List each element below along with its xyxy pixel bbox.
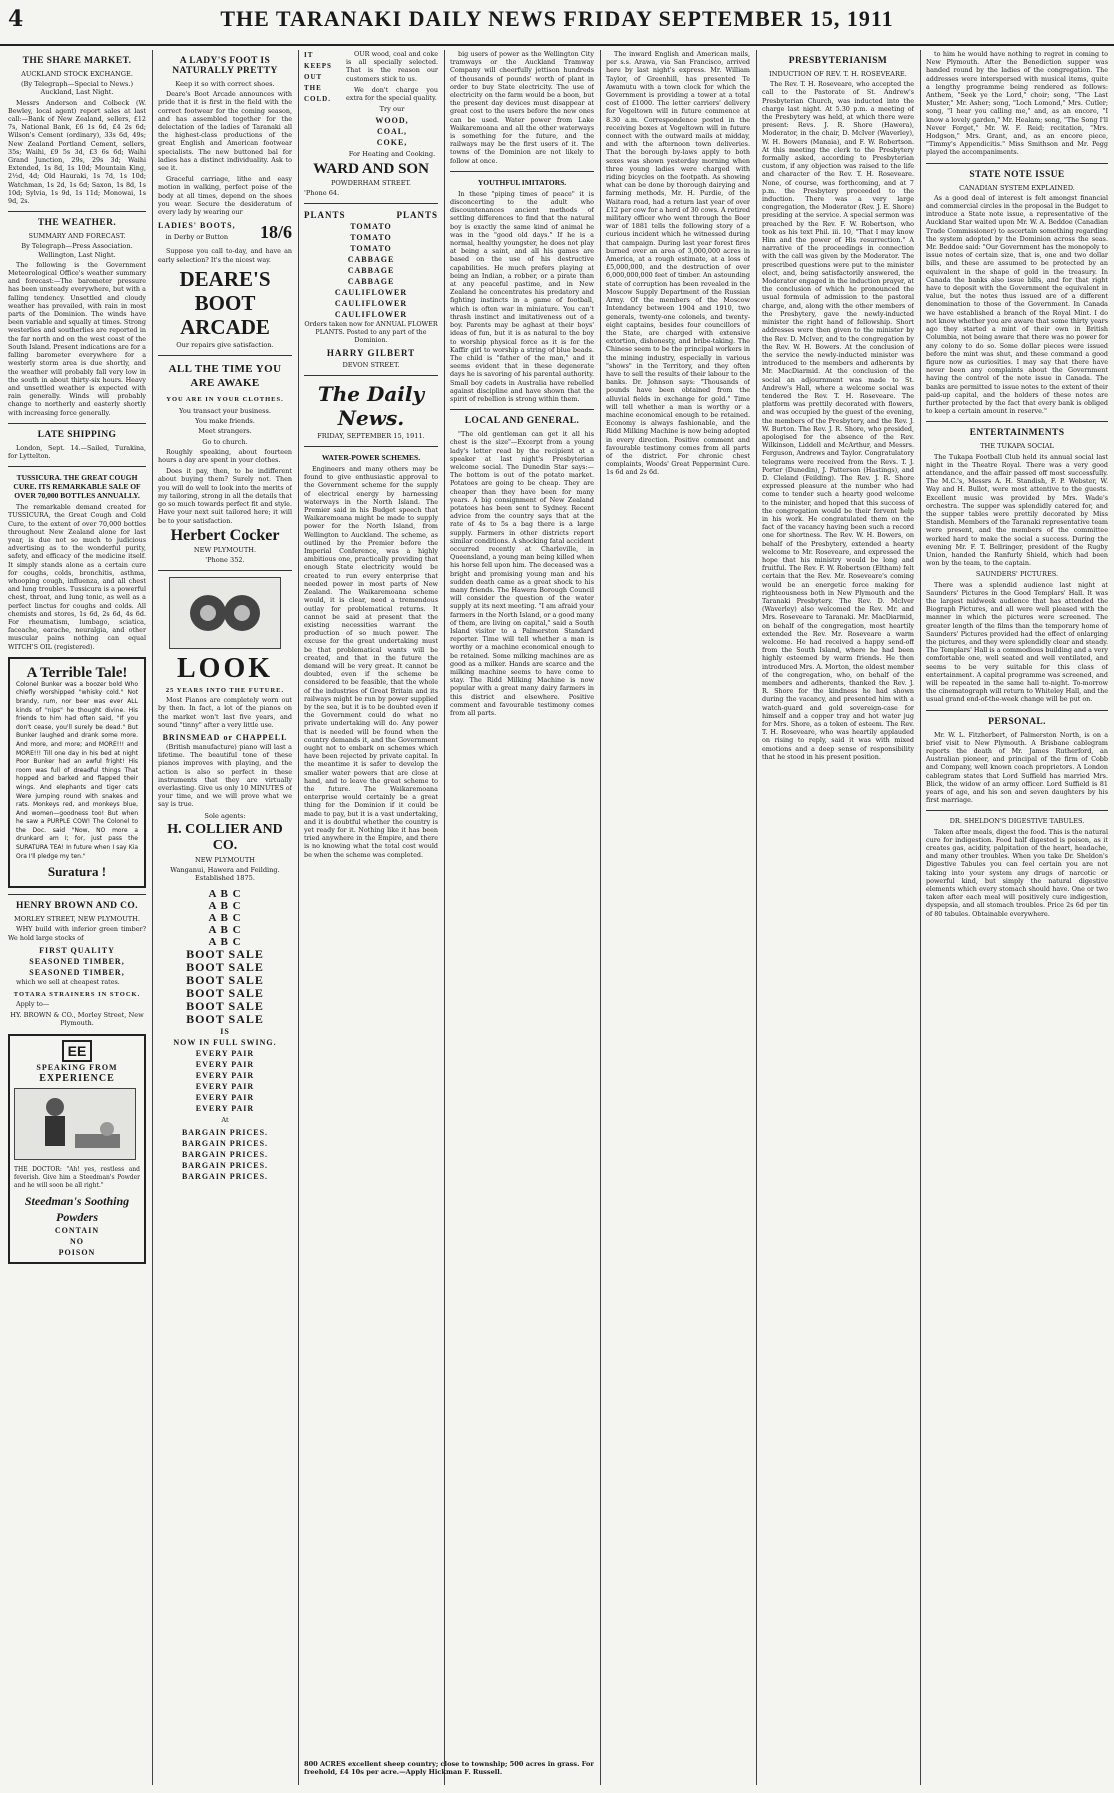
personal-body: Mr. W. L. Fitzherbert, of Palmerston North, is on a brief visit to New Plymouth. A Brisbane cablegram reports the death of Mr. James Rutherford, an Australian pioneer, and principal of the firm of Cobb and Company, well known coach proprietors. A London cablegram states that Lord Suffield has married Mrs. Blick, the widow of an army officer. Lord Suffield is 81 years of age, and his son and seven daughters by his first marriage. (926, 730, 1108, 805)
suratura-signature: Suratura ! (47, 864, 107, 880)
divider (450, 171, 594, 172)
editorial-body: Engineers and many others may be found to give enthusiastic approval to the Government scheme for the supply of electrical energy by harnessing waterways in the North Island. The Premier said in his Budget speech that Waikaremoana might be made to supply power for the North Island, from Wellington to Auckland. The scheme, as outlined by the Premier before the Imperial Conference, was a highly ambitious one, practically providing that enough State electricity would be created to run every enterprise that needed power in most parts of New Zealand. The Waikaremoana scheme would, it is clear, need a tremendous outlay for problematical returns. It cannot be said at present that the existing necessities warrant the production of so much power. The excuse for the great undertaking must be that problematical wants will be created, and that in the future the demand will be very great. It cannot be doubted, even if the scheme be considered to be feasible, that the whole of the industries of Great Britain and its railways might be run by power supplied by the sea, but it is to be doubted even if the Government could do what no private undertaking will do. Any power that is needed will be found when the country demands it, and the Government ought not to embark on schemes which have been rejected by private capital. In the meantime it is safer to develop the smaller water powers that are close at hand, and to leave the great scheme to the future. The Waikaremoana enterprise would certainly be a great thing for the Dominion if it could be made to pay, but it is a vast undertaking, and it is doubtful whether the country is yet ready for it. Nothing like it has been tried anywhere in the Empire, and there is no knowing what the total cost would be when the scheme was completed. (304, 465, 438, 859)
terrible-tale-verse: Colonel Bunker was a boozer bold Who chiefly worshipped "whisky cold." Not brandy, rum, nor beer was ever ALL kinds of "nips" he thought divine. His friends to him had often said, "If you don't cease, you'll surely be dead." But Bunker laughed and drank some more. And more, and more; and MORE!!! and MORE!!! Till one day in his bed at night Poor Bunker had an awful fright! His room was full of dreadful things That hopped and barked and flapped their wings. And elephants and tiger cats Were jumping round with snakes and rats. Monkeys red, and monkeys blue, And women—goodness too! But when he saw a PURPLE COW! The Colonel to the Doc. said "Now, NO more a drunkard am I; for, just pass the SURATURA TEA! In future when I say Kia Ora I'll pledge my ten." (16, 680, 138, 860)
column-7 (926, 50, 1108, 1785)
personal-heading: PERSONAL. (988, 716, 1046, 727)
tukapa-subheading: THE TUKAPA SOCIAL (980, 442, 1054, 451)
herbert-cocker-phone: 'Phone 352. (205, 555, 245, 564)
sale-letters-2: A B C (208, 900, 242, 913)
apply-to: Apply to— (16, 1000, 50, 1009)
sale-letters-5: A B C (208, 936, 242, 949)
youthful-imitators-body: In these "piping times of peace" it is disconcerting to the adult who discountenances ancient methods of settling differences to find that the natural boy is exactly the same kind of animal he was in the "good old days." If he is a normal, healthy youngster, he does not play at being a saint, and all his games are based on the use of his destructive capabilities. He much prefers playing at being an Indian, a robber, or a pirate than at any peaceful pastime, and in New Zealand he concentrates his predatory and fighting instincts in a game of football, which is often war in miniature. You can't thrash instinct and imitativeness out of a boy. Parents may be aghast at their boys' ideas of fun, but it is as natural to the boy to worship physical force as it is for the Kaffir girl to worship a string of blue beads. The child is "father of the man," and it seems evident that in these degenerate days he is savoring of his parental authority. Small boy cadets in Australia have rebelled against discipline and have shown that the spirit of rebellion is strong within them. (450, 189, 594, 403)
ladies-boots-price: 18/6 (259, 221, 292, 242)
ladies-boots-sub: in Derby or Button (165, 233, 229, 242)
share-subheading: AUCKLAND STOCK EXCHANGE. (21, 70, 133, 78)
coal-ad (304, 50, 438, 161)
bargain-4: BARGAIN PRICES. (181, 1160, 269, 1170)
every-pair-2: EVERY PAIR (195, 1060, 255, 1070)
boot-sale-4: BOOT SALE (186, 986, 264, 1001)
boot-sale-1: BOOT SALE (186, 947, 264, 962)
boot-sale-ad (158, 888, 292, 1181)
ward-and-son: WARD AND SON (313, 160, 429, 177)
divider (926, 421, 1108, 422)
editorial-date: FRIDAY, SEPTEMBER 15, 1911. (317, 431, 425, 440)
coal-try: Try our (379, 105, 405, 114)
deare-name: DEARE'S (179, 266, 271, 291)
divider (158, 570, 292, 571)
steedman-experience: EXPERIENCE (39, 1072, 115, 1084)
boot-arcade-name: BOOT ARCADE (180, 290, 270, 339)
deare-body-1: Deare's Boot Arcade announces with pride that it is first in the field with the correct footwear for the coming season, and has assembled together for the delectation of the ladies of Taranaki all the highest-class productions of the great English and American footwear specialists. The new buttoned bal for ladies has a distinct individuality. Ask to see it. (158, 90, 292, 173)
saunders-subheading: SAUNDERS' PICTURES. (975, 570, 1059, 579)
weather-telegraph: By Telegraph—Press Association. Wellington, Last Night. (21, 242, 133, 259)
acres-ad: 800 ACRES excellent sheep country; close to township; 500 acres in grass. For freehold, £4 10s per acre.—Apply Hickman F. Russell. (304, 1760, 594, 1776)
boot-sale-3: BOOT SALE (186, 973, 264, 988)
every-pair-6: EVERY PAIR (195, 1104, 255, 1114)
bargain-3: BARGAIN PRICES. (181, 1149, 269, 1159)
every-pair-3: EVERY PAIR (195, 1071, 255, 1081)
page-title: THE TARANAKI DAILY NEWS FRIDAY SEPTEMBER 15, 1911 (220, 6, 894, 31)
state-note-body: As a good deal of interest is felt amongst financial and commercial circles in the proposal in the Budget to introduce a State note issue, a representative of the Auckland Star waited upon Mr. W. A. Beddoe (Canadian Trade Commissioner) to ascertain something regarding the system adopted by the Dominion across the seas. Mr. Beddoe said: "Our Government has the monopoly to issue notes of certain size, that is, one and two dollar bills, and these are assumed to be protected by an equivalent in the shape of gold in the treasury. In Canada the banks also issue bills, and for that right have to deposit with the Government the equivalent in value, but the notes thus issued are of a different denomination to those of the Government. In Canada we have established a branch of the Royal Mint. I do not know whether you are aware that some thirty years ago they started a mint of their own in British Columbia, not being aware that there was no power for any colony to do so. Some dollar pieces were issued before the mint was shut, and these command a good figure now as curiosities. I may say that there have never been any complaints about the Government having the control of the note issue in Canada. The banks are permitted to issue notes to the extent of their paid-up capital, and the holders of these notes are further protected by the fact that every bank is obliged to keep a certain amount in reserve." (926, 193, 1108, 416)
divider (450, 409, 594, 410)
boot-sale-6: BOOT SALE (186, 1012, 264, 1027)
share-report: Messrs Anderson and Colbeck (W. Bewley, local agent) report sales at last call:—Bank of New Zealand, sellers, £12 7s, National Bank, £6 1s 6d, £4 2s 6d; Wilson's Cement (ordinary), 33s 6d, 49s; New Zealand Portland Cement, sellers, 35s; Waihi, £9 5s 3d, £3 6s 6d; Waihi Grand Junction, 29s, 29s 3d; Waihi Extended, 1s 8d, 1s 10d; Mountain King, 2½d, 4d; Old Hauraki, 1s 7d, 1s 10d; Watchman, 1s 2d, 1s 6d; Saxon, 1s 8d, 1s 10d; Sylvia, 1s 9d, 1s 11d; Monowai, 1s 9d, 2s. (8, 98, 146, 206)
plant-item: TOMATO (350, 233, 392, 243)
ee-logo-icon: EE (62, 1040, 93, 1062)
plant-item: CABBAGE (347, 266, 395, 276)
keeps-out-cold: IT KEEPS OUT THE COLD. (304, 51, 332, 103)
saunders-body: There was a splendid audience last night at Saunders' Pictures in the Good Templars' Hall. It was the largest midweek audience that has attended the Biograph Pictures, and all were well pleased with the manner in which the pictures were screened. The greater length of the films than the temporary home of Saunders' Pictures provided had the effect of enlarging the pictures, and they were splendidly clear and steady. The Templars' Hall is a commodious building and a very comfortable one, well seated and well ventilated, and seems to be very suitable for this class of entertainment. A capital programme was screened, and will be repeated in the same hall to-night. To-morrow the cinematograph will return to Whiteley Hall, and the usual grand end-of-the-week change will be put on. (926, 580, 1108, 704)
clothes-body-2: Does it pay, then, to be indifferent about buying them? Surely not. Then you will do well to look into the merits of my tailoring, strong in all the details that go so much towards perfect fit and style. Have your next suit tailored here; it will be to your satisfaction. (158, 467, 292, 525)
shipping-heading: LATE SHIPPING (37, 429, 117, 440)
sale-now-in: NOW IN FULL SWING. (173, 1038, 277, 1048)
ward-address: POWDERHAM STREET. (330, 178, 412, 187)
column-5 (606, 50, 750, 1785)
weather-forecast: The following is the Government Meteorological Office's weather summary and forecast:—The barometer pressure has been unsteady everywhere, but with a falling tendency. Unsettled and cloudy weather has prevailed, with rain in most parts of the Dominion. The winds have been variable and squally at times. Strong westerlies and southerlies are reported in the far north and on the west coast of the South Island. Present indications are for a falling barometer everywhere for a westerly storm area is due shortly, and the weather will probably fall very low in the south in about thirty-six hours. Heavy and unsettled weather is expected with rain generally. Winds will probably change to northerly and easterly shortly with increasing force generally. (8, 260, 146, 417)
shipping-report: London, Sept. 14.—Sailed, Turakina, for Lyttelton. (8, 443, 146, 460)
terrible-tale-ad (8, 657, 146, 888)
tukapa-body: The Tukapa Football Club held its annual social last night in the Theatre Royal. There was a very good attendance, and the affair passed off most successfully. The M.C.'s, Messrs A. H. Standish, F. P. Webster, W. Way and H. Bullot, were most attentive to the guests. Excellent music was provided by Mrs. Wade's orchestra. The supper was splendidly catered for, and the supper tables were prettily decorated by Miss Standish. Members of the Taranaki representative team were present, and the members of the committee worked hard to make the social a success. During the evening Mr. F. T. Bellringer, president of the Rugby Union, handed the Ranfurly Shield, which had been won by the team, to the captain. (926, 452, 1108, 568)
divider (304, 446, 438, 447)
steedman-speaking: SPEAKING FROM (36, 1062, 118, 1072)
page-number: 4 (8, 6, 24, 32)
sale-letters-4: A B C (208, 924, 242, 937)
youthful-imitators-heading: YOUTHFUL IMITATORS. (477, 177, 567, 187)
presbyterianism-body: The Rev. T. H. Roseveare, who accepted the call to the Pastorate of St. Andrew's Presbyterian Church, was inducted into the charge last night. At 5.30 p.m. a meeting of the Presbytery was held, at which there were present: Revs. J. R. Shore (Hawera), Moderator, in the chair, D. McIver (Waverley), W. H. Bowers (Manaia), and F. W. Robertson. At this meeting the clerk to the Presbytery formally asked, according to Presbyterian custom, if any objection was raised to the life and character of the Rev. T. H. Roseveare. None, of course, was forthcoming, and at 7 p.m. the Presbytery proceeded to the induction. There was a very large congregation, the Moderator (Rev. J. E. Shore) presiding at the service. A special sermon was preached by the Rev. F. W. Robertson, who took as his text Phil. iii. 10, "That I may know Him and the power of His resurrection." A narrative of the proceedings in connection with the call was given by the Moderator. The prescribed questions were put to the minister elect, and, being satisfactorily answered, the Moderator engaged in the induction prayer, at the conclusion of which he pronounced the usual formula of admission to the pastoral charge, and, along with the other members of the Presbytery, gave the newly-inducted minister the right hand of fellowship. Short addresses were then given to the minister by the Rev. D. McIver, and to the congregation by the Rev. W. H. Bowers. At the conclusion of the service the newly-inducted minister was introduced to the members and adherents by Mr. MacDiarmid. At the conclusion of the social an adjournment was made to St. Andrew's Hall, where a welcome social was tendered the Rev. T. H. Roseveare. The platform was prettily decorated with flowers, and was occupied by the guest of the evening, the members of the Presbytery, and the Rev. J. W. Burton. The Rev. J. R. Shore, who presided, apologised for the absence of the Rev. Wilkinson, Liddell and McArthur, and Messrs. Ferguson, Andrews and Taylor. Congratulatory telegrams were received from the Revs. T. J. Porter (Dunedin), J. Patterson (Hastings), and D. Cleland (Feilding). The Rev. J. R. Shore expressed pleasure at the number who had come to tender such a hearty good welcome to the minister, and hoped that this success of the congregation would be their fervent help in his work. He congratulated them on the fact of the vacancy having been such a record one for shortness. The Rev. W. H. Bowers, on behalf of the Presbytery, extended a hearty welcome to Mr. Roseveare, and expressed the hope that his ministry would be long and fruitful. The Rev. F. W. Robertson (Eltham) felt certain that the Rev. Mr. Roseveare's coming would be an energetic force making for righteousness both in New Plymouth and the Taranaki Presbytery. The Rev. D. McIver (Waverley) also welcomed the Rev. Mr. and Mrs. Roseveare to Taranaki. Mr. MacDiarmid, on behalf of the congregation, most heartily extended the Rev. Mr. Roseveare a warm welcome. He had received a happy send-off from the South Island, where he had been highly esteemed by warm friends. He then introduced Mrs. A. Morton, the oldest member of the congregation, who, on behalf of the members and adherents, thanked the Rev. J. R. Shore for the kindness he had shown during the vacancy, and presented him with a watch-guard and gold sovereign-case for himself and a copper tray and hot water jug for Mrs. Shore, as a token of esteem. The Rev. T. H. Roseveare, who was heartily applauded on rising to reply, said it was with mixed emotions and a deep sense of responsibility that he stood in his present position. (762, 80, 914, 761)
clothes-line-3: Meet strangers. (198, 427, 252, 436)
presbyterianism-heading: PRESBYTERIANISM (788, 56, 888, 66)
local-general-body: "The old gentleman can get it all his chest is the size"—Excerpt from a young lady's letter read by the recipient at a speaker at last night's Presbyterian welcome social. The Dunedin Star says:—The bottom is out of the potato market. Potatoes are going to be cheap. They are cheaper than they have been for many years. A big consignment of New Zealand potatoes has been sent to Sydney. Recent advice from the country says that at the rate of 4s to 5s a bag there is a large supply. Farmers in other districts report similar conditions. A shocking fatal accident occurred recently at Charleville, in Queensland, a young man being killed when his horse fell upon him. The deceased was a bright and promising young man and his sudden death came as a great shock to his many friends. The Hawera Borough Council will consider the question of the water supply at its next meeting. "I am afraid your farmers in the North Island, or a good many of them, are living on capital," said a South Island visitor to a Palmerston Standard reporter. Time will tell whether a man is worthy or a machine economical enough to be retained. Some milking machines are as good as a milker. Hands are scarce and the milking machine seems to have come to stay. The Ridd Milking Machine is now popular with a great many dairy farmers in this district and elsewhere. Positive comment and favourable testimony comes from all parts. (450, 430, 594, 718)
clothes-line-2: You make friends. (195, 417, 255, 426)
timber-note: which we sell at cheapest rates. (16, 977, 120, 986)
weather-subheading: SUMMARY AND FORECAST. (28, 232, 126, 241)
steedman-no: NO (70, 1237, 84, 1247)
divider (926, 163, 1108, 164)
editorial-continued: big users of power as the Wellington City tramways or the Auckland Tramway Company will cheerfully jettison hundreds of thousands of pounds' worth of plant in order to buy State electricity. The use of electricity on the farm would be a boon, but the present day devices must disappear at great cost to the users before the new ones can be used. Water power from Lake Waikaremoana and all the other waterways is something for the future, and the railways may be the first users of it. The towns of the Dominion are not likely to follow at once. (450, 50, 594, 165)
clothes-line-1: You transact your business. (179, 407, 271, 416)
sale-letters-1: A B C (208, 888, 242, 901)
terrible-tale-title: A Terrible Tale! (26, 664, 128, 681)
ward-phone: 'Phone 64. (304, 188, 340, 197)
gilbert-address: DEVON STREET. (342, 360, 400, 369)
share-telegraph: (By Telegraph—Special to News.) Auckland, Last Night. (20, 80, 134, 97)
sheldon-heading: DR. SHELDON'S DIGESTIVE TABULES. (949, 817, 1085, 826)
plant-item: CAULIFLOWER (334, 299, 408, 309)
weather-heading: THE WEATHER. (37, 218, 117, 229)
divider (8, 466, 146, 467)
plants-header (304, 210, 438, 221)
state-note-heading: STATE NOTE ISSUE (969, 169, 1065, 180)
plant-item: CAULIFLOWER (334, 288, 408, 298)
column-rule (152, 50, 153, 1785)
column-rule (756, 50, 757, 1785)
divider (304, 375, 438, 376)
collier-branches: Wanganui, Hawera and Feilding. Established 1875. (170, 865, 280, 883)
look-heading: LOOK (176, 653, 273, 685)
social-continued: to him he would have nothing to regret in coming to New Plymouth. After the Benediction supper was handed round by the ladies of the congregation. The addresses were interspersed with musical items, quite a lengthy programme being rendered as follows: Anthem, "Seek ye the Lord," choir; song, "The Last Muster," Mr. Asher; song, "Loch Lomond," Mrs. Cutler; song, "I hear you calling me," and, as an encore, "I know a lovely garden," Mr. Healam; song, "The Song I'll Never Forget," Mr. W. F. Reid; recitation, "Mrs. Hodgson," Mrs. Grant, and, as an encore piece, "Timmy's Appendicitis." Miss Smithson and Mr. Pegg played the accompaniments. (926, 50, 1108, 157)
doctor-illustration-icon (14, 1088, 136, 1160)
column-rule (600, 50, 601, 1785)
plant-item: CABBAGE (347, 255, 395, 265)
boot-sale-5: BOOT SALE (186, 999, 264, 1014)
clothes-subheading: YOU ARE IN YOUR CLOTHES. (166, 396, 284, 404)
deare-repairs: Our repairs give satisfaction. (176, 340, 274, 349)
steedman-contain: CONTAIN (54, 1226, 100, 1236)
binoculars-illustration-icon (169, 577, 281, 649)
divider (158, 355, 292, 356)
entertainments-heading: ENTERTAINMENTS (969, 428, 1065, 439)
plant-item: CAULIFLOWER (334, 310, 408, 320)
henry-brown-body: WHY build with inferior green timber? We hold large stocks of (8, 925, 146, 942)
column-3 (304, 50, 438, 1785)
herbert-cocker-name: Herbert Cocker (170, 526, 280, 544)
deare-suppose: Suppose you call to-day, and have an early selection? It's the nicest way. (158, 247, 292, 264)
henry-brown-heading: HENRY BROWN AND CO. (16, 901, 138, 912)
steedman-poison: POISON (58, 1248, 96, 1258)
harry-gilbert: HARRY GILBERT (326, 347, 416, 358)
bargain-5: BARGAIN PRICES. (181, 1171, 269, 1181)
plants-left: PLANTS (304, 210, 346, 221)
coal-coal: COAL, (376, 127, 408, 137)
plant-item: TOMATO (350, 222, 392, 232)
sheldon-body: Taken after meals, digest the food. This is the natural cure for indigestion. Food half digested is poison, as it creates gas, acidity, palpitation of the heart, headache, and many other troubles. When you take Dr. Sheldon's Digestive Tabules you can feel certain you are not taking into your system any drugs of narcotic or powerful kind, but simply the natural digestive elements which every stomach should have. One or two taken after each meal will positively cure indigestion, dyspepsia, and all stomach troubles. Price 2s 6d per tin of 80 tabules. Obtainable everywhere. (926, 827, 1108, 918)
divider (8, 423, 146, 424)
divider (926, 810, 1108, 811)
henry-brown-signature: HY. BROWN & CO., Morley Street, New Plymouth. (10, 1011, 144, 1028)
piano-body: (British manufacture) piano will last a lifetime. The beautiful tone of these pianos improves with playing, and the action is also so perfect in these instruments that they are virtually everlasting. Give us only 10 MINUTES of your time, and we will prove what we say is true. (158, 742, 292, 809)
sale-letters-3: A B C (208, 912, 242, 925)
coal-body-1: OUR wood, coal and coke is all specially selected. That is the reason our customers stick to us. (346, 50, 438, 83)
look-body: Most Pianos are completely worn out by then. In fact, a lot of the pianos on the market won't last five years, and sound "tinny" after a very little use. (158, 696, 292, 729)
tussicura-ad: The remarkable demand created for TUSSICURA, the Great Cough and Cold Cure, to the extent of over 70,000 bottles throughout New Zealand alone for last year, is due not so much to judicious advertising as to the wonderful purity, safety, and efficacy of the medicine itself. It simply stands alone as a certain cure for coughs, colds, bronchitis, asthma, whooping cough, influenza, and all chest and lung troubles. Tussicura is a powerful chest, throat, and lung tonic, as well as a perfect linctus for coughs and colds. All chemists and stores, 1s 6d, 2s 6d, 4s 6d. For rheumatism, lumbago, sciatica, faceache, earache, neuralgia, and other muscular pains nothing can equal WITCH'S OIL (registered). (8, 503, 146, 651)
sale-at: At (221, 1116, 229, 1125)
column-rule (298, 50, 299, 1785)
column-4 (450, 50, 594, 1785)
coal-coke: COKE, (376, 138, 408, 148)
steedman-brand: Steedman's Soothing Powders (24, 1194, 130, 1225)
coal-for: For Heating and Cooking. (348, 150, 436, 159)
timber-line-3: SEASONED TIMBER, (29, 967, 125, 977)
steedman-ad (8, 1034, 146, 1265)
sale-is: IS (220, 1027, 230, 1037)
plant-item: TOMATO (350, 244, 392, 254)
every-pair-1: EVERY PAIR (195, 1049, 255, 1059)
local-news-body: The inward English and American mails, per s.s. Arawa, via San Francisco, arrived here by last night's express. Mr. William Taylor, of Greenhill, has presented Te Awamutu with a town clock for which the Government is providing a tower at a total cost of £1000. The letter carriers' delivery for Vogeltown will in future commence at 8.30 a.m. Correspondence posted in the receiving boxes at Vogeltown will in future connect with the outward mails at midday, and with the afternoon town deliveries. That the borough by-laws apply to both sexes was shown yesterday morning when three young ladies were charged with riding bicycles on the footpath. As showing what can be done by thorough dairying and farming methods, Mr. H. Purdie, of the Waitara road, had a return last year of over £12 per cow for a herd of 30 cows. A retired military officer who went through the Boer war of 1881 tells the following story of a curious incident which he witnessed during that campaign. During last year forest fires burned over an area of 3,000,000 acres in America, at a rough estimate, at a loss of £5,000,000, and the destruction of over 6,000,000,000 feet of timber. An astounding state of corruption has been revealed in the Moscow Supply Department of the Russian Army. Of the members of the Moscow Intendancy between 1904 and 1910, two generals, twenty-one colonels, and twenty-eight captains, besides four councillors of the State, are charged with extensive extortion, dishonesty, and bribe-taking. The Chinese seem to be the principal workers in the mining industry, especially in various "shows" in the Territory, and they often have to sell the results of their labour to the banks. Dr. Johnson says: "Thousands of pounds have been obtained from the alluvial fields in exchange for gold." Time will tell whether a man is worthy or a machine economical enough to be retained. Economy is always fashionable, and the Ridd Milking Machine is now being adopted in every direction. Positive comment and favourable testimony comes from all parts of the district. For chronic chest complaints, Woods' Great Peppermint Cure. 1s 6d and 2s 6d. (606, 50, 750, 477)
brinsmead-chappell: BRINSMEAD or CHAPPELL (162, 732, 288, 742)
bargain-1: BARGAIN PRICES. (181, 1127, 269, 1137)
collier-address: NEW PLYMOUTH (194, 855, 256, 864)
every-pair-5: EVERY PAIR (195, 1093, 255, 1103)
all-the-time-heading: ALL THE TIME YOU ARE AWAKE (168, 363, 282, 390)
timber-line-2: SEASONED TIMBER, (29, 956, 125, 966)
clothes-body-1: Roughly speaking, about fourteen hours a day are spent in your clothes. (158, 447, 292, 465)
collier-name: H. COLLIER AND CO. (167, 821, 283, 853)
totara-strainers: TOTARA STRAINERS IN STOCK. (13, 991, 141, 999)
plant-item: CABBAGE (347, 277, 395, 287)
steedman-doctor-quote: THE DOCTOR: "Ah! yes, restless and feverish. Give him a Steedman's Powder and he will soon be all right." (14, 1165, 140, 1190)
ladies-boots-label: LADIES' BOOTS, (158, 221, 236, 231)
daily-news-nameplate: The Daily News. (317, 381, 425, 430)
coal-wood: WOOD, (375, 116, 409, 126)
column-2 (158, 50, 292, 1785)
share-market-heading: THE SHARE MARKET. (22, 56, 132, 66)
editorial-heading: WATER-POWER SCHEMES. (321, 453, 421, 463)
divider (304, 203, 438, 204)
plants-order: Orders taken now for ANNUAL FLOWER PLANTS. Posted to any part of the Dominion. (304, 320, 438, 345)
coal-body-2: We don't charge you extra for the special quality. (346, 85, 438, 103)
henry-brown-address: MORLEY STREET, NEW PLYMOUTH. (13, 915, 141, 924)
boot-sale-2: BOOT SALE (186, 960, 264, 975)
induction-subheading: INDUCTION OF REV. T. H. ROSEVEARE. (769, 70, 907, 78)
bargain-2: BARGAIN PRICES. (181, 1138, 269, 1148)
lady-foot-tagline: Keep it so with correct shoes. (175, 80, 275, 88)
deare-body-2: Graceful carriage, lithe and easy motion in walking, perfect poise of the body at all times, depend on the shoes you wear. Secure the desideratum of every lady by wearing our (158, 175, 292, 217)
column-1 (8, 50, 146, 1785)
divider (8, 894, 146, 895)
lady-foot-heading: A LADY'S FOOT IS NATURALLY PRETTY (172, 56, 278, 76)
canadian-system-subheading: CANADIAN SYSTEM EXPLAINED. (959, 183, 1075, 192)
look-subheading: 25 YEARS INTO THE FUTURE. (165, 687, 285, 695)
clothes-line-4: Go to church. (202, 437, 248, 446)
divider (8, 211, 146, 212)
timber-line-1: FIRST QUALITY (39, 945, 115, 955)
ladies-boots-row (158, 220, 292, 243)
sole-agents: Sole agents: (204, 811, 246, 820)
plants-right: PLANTS (396, 210, 438, 221)
column-6 (762, 50, 914, 1785)
divider (926, 710, 1108, 711)
tussicura-heading: TUSSICURA. THE GREAT COUGH CURE. ITS REMARKABLE SALE OF OVER 70,000 BOTTLES ANNUALLY. (13, 473, 141, 501)
every-pair-4: EVERY PAIR (195, 1082, 255, 1092)
column-rule (920, 50, 921, 1785)
local-general-heading: LOCAL AND GENERAL. (464, 416, 580, 427)
column-rule (444, 50, 445, 1785)
herbert-cocker-address: NEW PLYMOUTH. (193, 545, 257, 554)
masthead (0, 0, 1114, 46)
